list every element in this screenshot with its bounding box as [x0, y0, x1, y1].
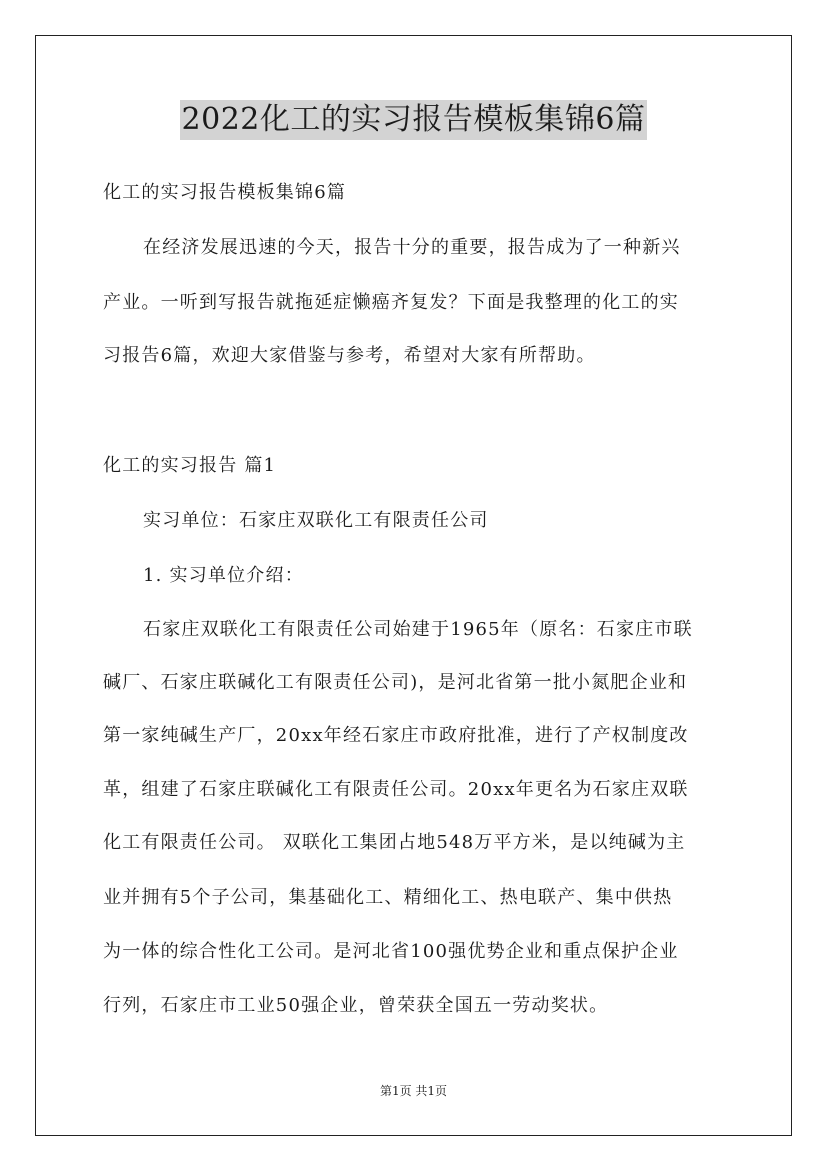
intro-line-3: 习报告6篇，欢迎大家借鉴与参考，希望对大家有所帮助。 — [103, 345, 596, 366]
body-line-1: 石家庄双联化工有限责任公司始建于1965年（原名：石家庄市联 — [143, 619, 693, 640]
section-heading: 化工的实习报告 篇1 — [103, 455, 277, 476]
page-footer — [0, 1083, 827, 1099]
body-line-5: 化工有限责任公司。 双联化工集团占地548万平方米，是以纯碱为主 — [103, 832, 686, 853]
unit-line: 实习单位：石家庄双联化工有限责任公司 — [143, 510, 489, 531]
document-title: 2022化工的实习报告模板集锦6篇 — [180, 100, 648, 140]
item-heading: 1. 实习单位介绍： — [143, 565, 304, 586]
body-line-8: 行列，石家庄市工业50强企业，曾荣获全国五一劳动奖状。 — [103, 995, 609, 1016]
body-line-6: 业并拥有5个子公司，集基础化工、精细化工、热电联产、集中供热 — [103, 887, 673, 908]
intro-line-1: 在经济发展迅速的今天，报告十分的重要，报告成为了一种新兴 — [143, 237, 681, 258]
intro-line-2: 产业。一听到写报告就拖延症懒癌齐复发？下面是我整理的化工的实 — [103, 292, 679, 313]
body-line-7: 为一体的综合性化工公司。是河北省100强优势企业和重点保护企业 — [103, 941, 679, 962]
body-line-3: 第一家纯碱生产厂，20xx年经石家庄市政府批准，进行了产权制度改 — [103, 725, 689, 746]
page-number-label: 第1页 共1页 — [379, 1084, 448, 1098]
body-line-4: 革，组建了石家庄联碱化工有限责任公司。20xx年更名为石家庄双联 — [103, 779, 689, 800]
title-wrapper — [0, 100, 827, 140]
document-subtitle: 化工的实习报告模板集锦6篇 — [103, 182, 347, 203]
body-line-2: 碱厂、石家庄联碱化工有限责任公司)，是河北省第一批小氮肥企业和 — [103, 672, 688, 693]
